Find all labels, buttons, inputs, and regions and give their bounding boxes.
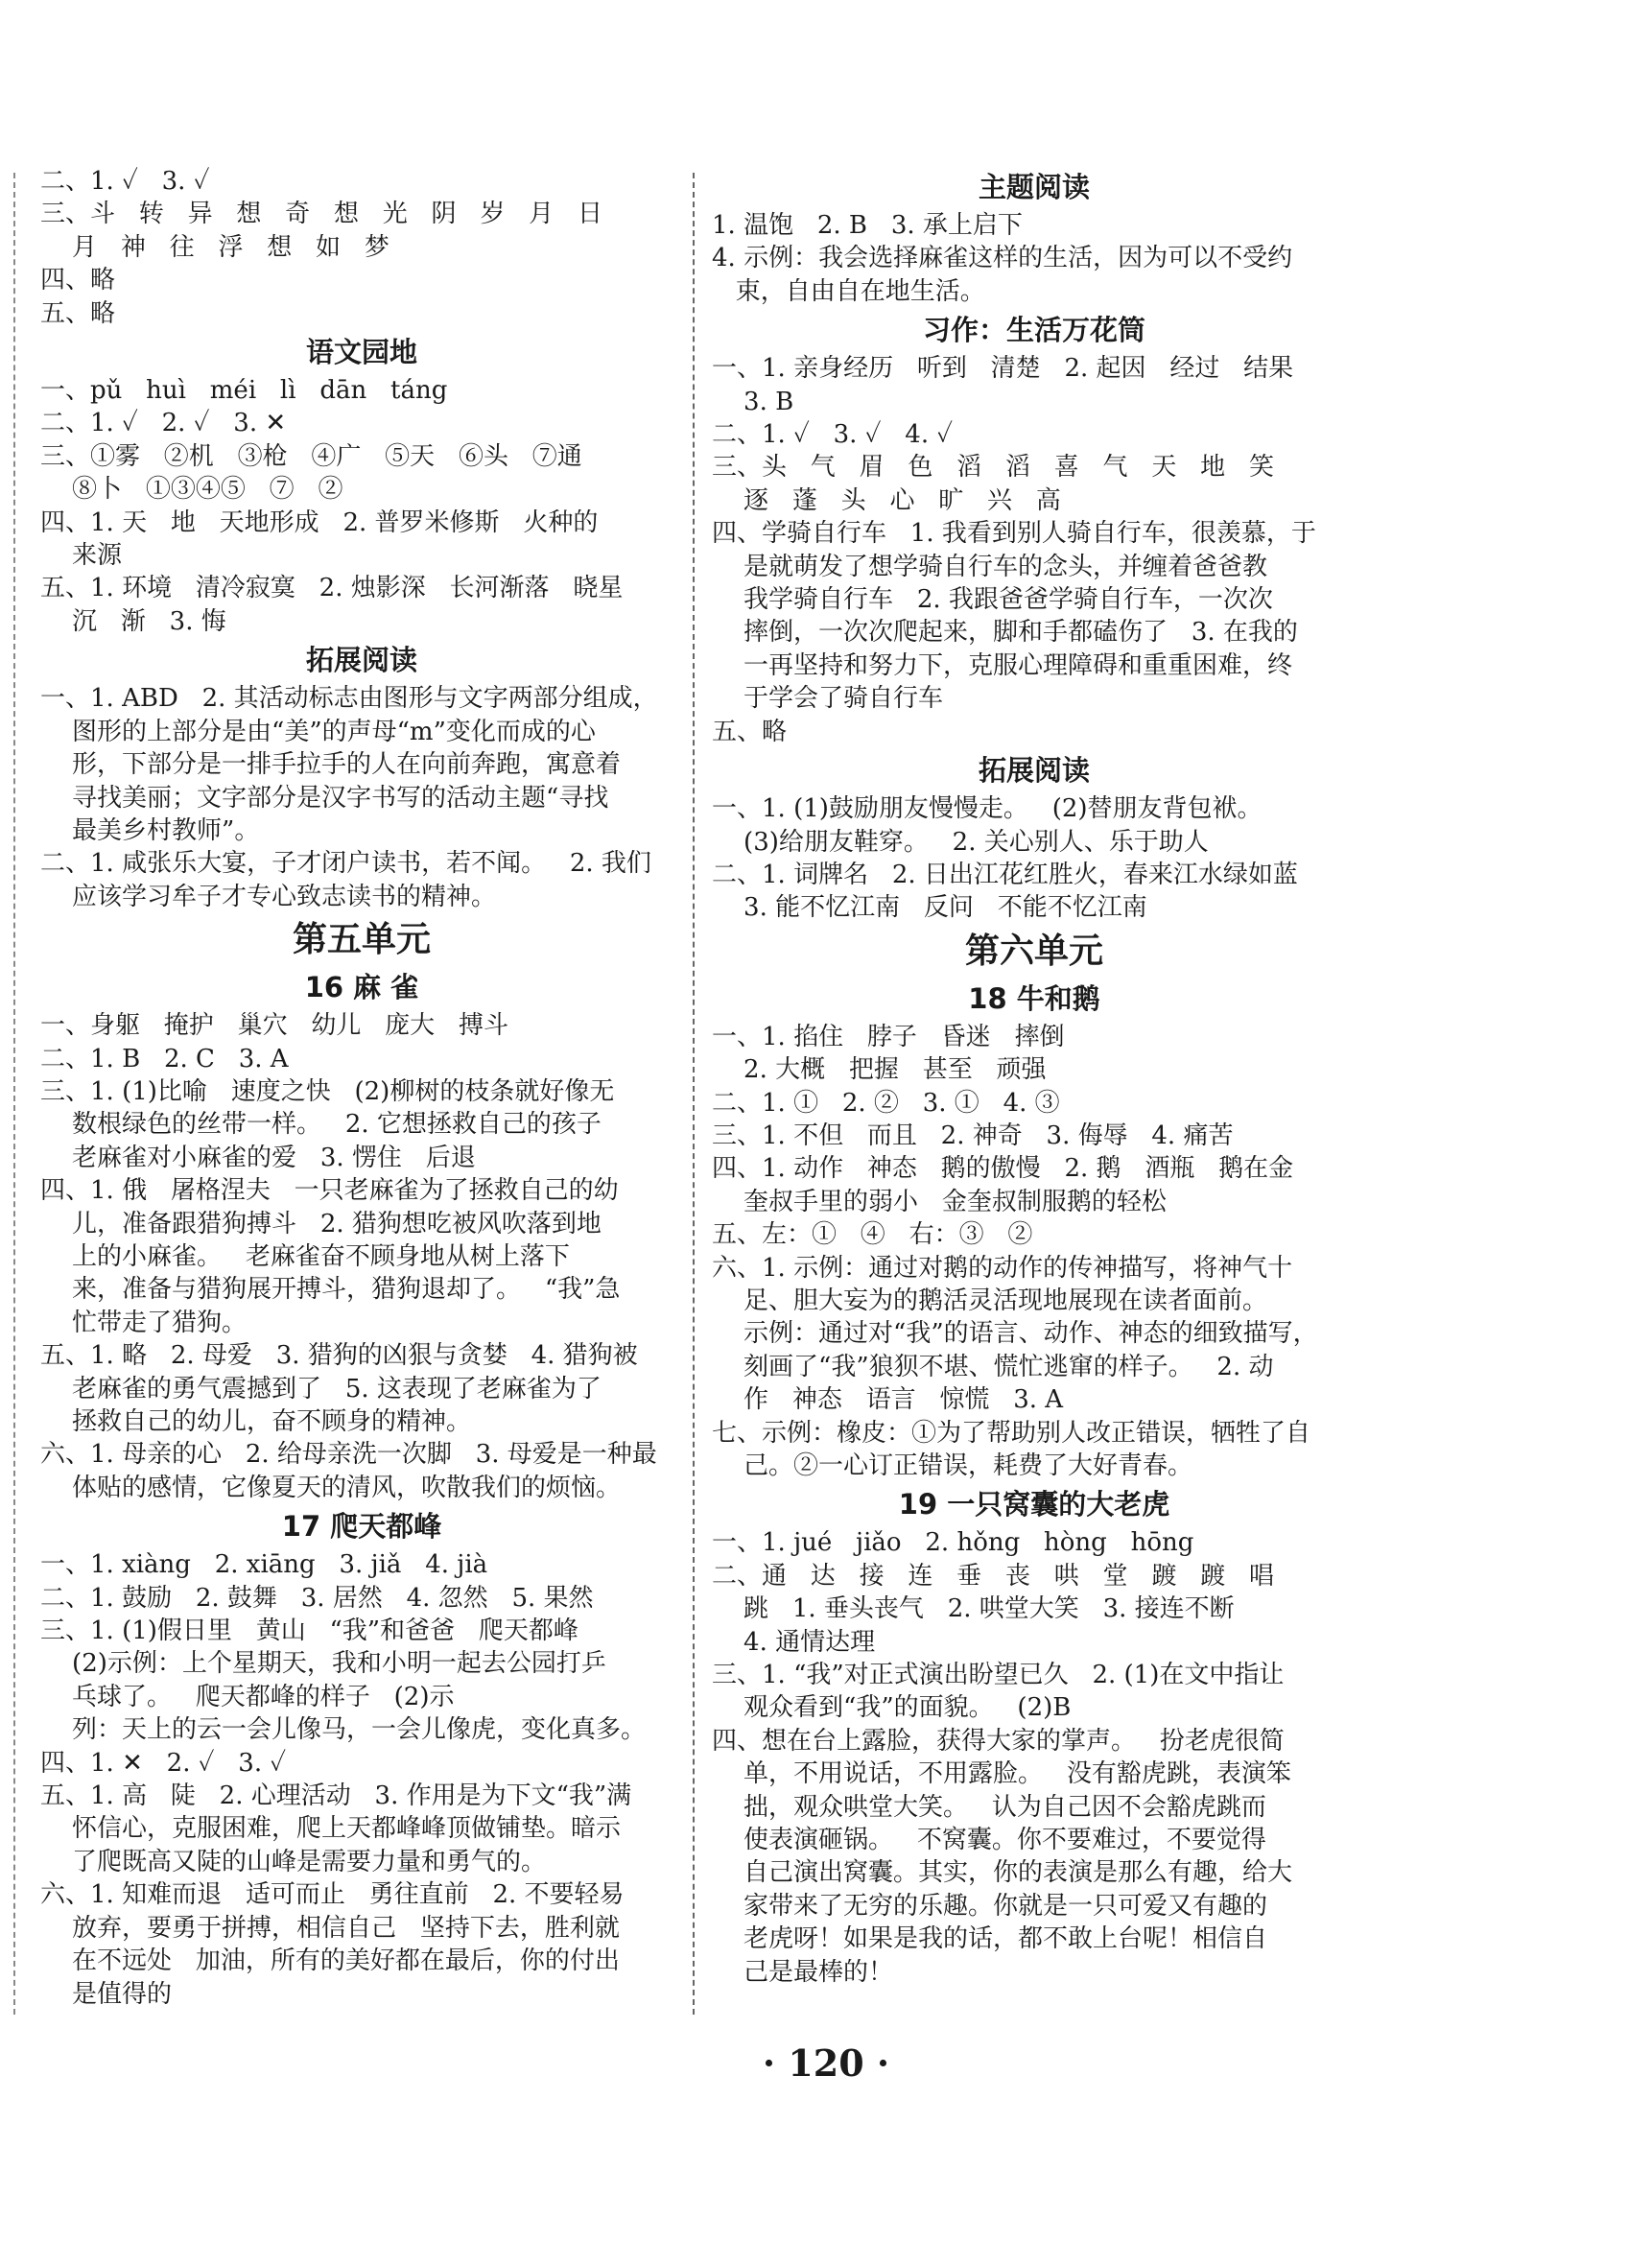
section-heading: 18 牛和鹅 [968,981,1100,1015]
answer-line: 家带来了无穷的乐趣。你就是一只可爱又有趣的 [712,1891,1268,1921]
answer-line: 五、1. 环境 清冷寂寞 2. 烛影深 长河渐落 晓星 [40,574,624,603]
answer-line: 形，下部分是一排手拉手的人在向前奔跑，寓意着 [40,750,622,780]
answer-line: 己是最棒的！ [712,1957,894,1987]
answer-line: 二、通 达 接 连 垂 丧 哄 堂 踱 踱 唱 [712,1561,1274,1591]
answer-line: 二、1. 鼓励 2. 鼓舞 3. 居然 4. 忽然 5. 果然 [40,1583,594,1613]
answer-line: 上的小麻雀。 老麻雀奋不顾身地从树上落下 [40,1241,570,1271]
answer-line: 五、略 [40,298,116,328]
answer-line: 六、1. 知难而退 适可而止 勇往直前 2. 不要轻易 [40,1880,625,1910]
answer-line: 三、1. (1)假日里 黄山 “我”和爸爸 爬天都峰 [40,1616,578,1646]
answer-line: 4. 示例：我会选择麻雀这样的生活，因为可以不受约 [712,244,1293,273]
answer-line: 四、想在台上露脸，获得大家的掌声。 扮老虎很简 [712,1726,1285,1756]
answer-line: 二、1. 咸张乐大宴，子才闭户读书，若不闻。 2. 我们 [40,849,651,879]
unit-heading: 第五单元 [292,919,431,960]
answer-line: (3)给朋友鞋穿。 2. 关心别人、乐于助人 [712,827,1209,857]
answer-line: 儿，准备跟猎狗搏斗 2. 猎狗想吃被风吹落到地 [40,1209,602,1238]
answer-line: 观众看到“我”的面貌。 (2)B [712,1693,1072,1723]
answer-line: 是值得的 [40,1979,173,2009]
answer-line: 一、1. (1)鼓励朋友慢慢走。 (2)替朋友背包袱。 [712,794,1263,824]
answer-line: 足、胆大妄为的鹅活灵活现地展现在读者面前。 [712,1286,1268,1315]
column-divider [693,173,695,2015]
answer-line: 四、略 [40,266,116,295]
answer-line: 五、1. 高 陡 2. 心理活动 3. 作用是为下文“我”满 [40,1781,632,1811]
answer-line: 1. 温饱 2. B 3. 承上启下 [712,211,1023,240]
answer-line: 是就萌发了想学骑自行车的念头，并缠着爸爸教 [712,552,1268,581]
answer-line: 刻画了“我”狼狈不堪、慌忙逃窜的样子。 2. 动 [712,1352,1274,1381]
answer-line: 己。②一心订正错误，耗费了大好青春。 [712,1451,1193,1480]
section-heading: 语文园地 [305,336,417,369]
answer-line: 老麻雀的勇气震撼到了 5. 这表现了老麻雀为了 [40,1374,602,1404]
left-column [40,165,683,2011]
section-heading: 习作：生活万花筒 [922,314,1145,347]
answer-line: 在不远处 加油，所有的美好都在最后，你的付出 [40,1946,620,1976]
answer-line: 四、1. ✕ 2. ✓ 3. ✓ [40,1748,287,1778]
answer-line: 二、1. ✓ 3. ✓ [40,167,210,196]
answer-line: 来，准备与猎狗展开搏斗，猎狗退却了。 “我”急 [40,1275,621,1305]
answer-line: 三、头 气 眉 色 滔 滔 喜 气 天 地 笑 [712,453,1274,483]
answer-line: 了爬既高又陡的山峰是需要力量和勇气的。 [40,1847,547,1876]
answer-line: 示例：通过对“我”的语言、动作、神态的细致描写， [712,1319,1318,1349]
answer-line: 三、①雾 ②机 ③枪 ④广 ⑤天 ⑥头 ⑦通 [40,441,582,471]
answer-line: 一、1. 掐住 脖子 昏迷 摔倒 [712,1022,1065,1051]
answer-line: 自己演出窝囊。其实，你的表演是那么有趣，给大 [712,1858,1293,1888]
answer-line: 三、1. (1)比喻 速度之快 (2)柳树的枝条就好像无 [40,1076,615,1106]
answer-line: 怀信心，克服困难，爬上天都峰峰顶做铺垫。暗示 [40,1814,622,1844]
answer-line: 月 神 往 浮 想 如 梦 [40,232,389,262]
answer-line: 3. 能不忆江南 反问 不能不忆江南 [712,893,1147,923]
answer-line: 使表演砸锅。 不窝囊。你不要难过，不要觉得 [712,1826,1266,1855]
answer-line: 四、学骑自行车 1. 我看到别人骑自行车，很羡慕，于 [712,519,1316,549]
section-heading: 拓展阅读 [978,754,1090,788]
answer-line: 最美乡村教师”。 [40,815,260,845]
section-heading: 19 一只窝囊的大老虎 [898,1488,1170,1522]
answer-line: 老虎呀！如果是我的话，都不敢上台呢！相信自 [712,1924,1268,1954]
answer-line: 三、1. 不但 而且 2. 神奇 3. 侮辱 4. 痛苦 [712,1120,1234,1150]
answer-line: 二、1. ① 2. ② 3. ① 4. ③ [712,1088,1060,1118]
answer-line: 一、1. ABD 2. 其活动标志由图形与文字两部分组成， [40,684,658,714]
answer-line: 应该学习牟子才专心致志读书的精神。 [40,882,497,911]
answer-line: 数根绿色的丝带一样。 2. 它想拯救自己的孩子 [40,1110,602,1140]
answer-line: 四、1. 俄 屠格涅夫 一只老麻雀为了拯救自己的幼 [40,1176,619,1206]
section-heading: 17 爬天都峰 [281,1510,442,1544]
section-heading: 主题阅读 [978,171,1090,203]
answer-line: 逐 蓬 头 心 旷 兴 高 [712,485,1061,515]
answer-line: 一、1. xiàng 2. xiāng 3. jiǎ 4. jià [40,1550,488,1580]
unit-heading: 第六单元 [964,930,1103,971]
answer-line: 四、1. 天 地 天地形成 2. 普罗米修斯 火种的 [40,507,599,537]
section-heading: 16 麻 雀 [304,971,419,1004]
answer-line: 跳 1. 垂头丧气 2. 哄堂大笑 3. 接连不断 [712,1594,1235,1624]
answer-line: 乓球了。 爬天都峰的样子 (2)示 [40,1682,455,1711]
answer-line: 来源 [40,541,123,571]
answer-line: 3. B [712,387,794,416]
answer-line: 一、1. 亲身经历 听到 清楚 2. 起因 经过 结果 [712,354,1294,384]
answer-line: 六、1. 母亲的心 2. 给母亲洗一次脚 3. 母爱是一种最 [40,1440,657,1470]
answer-line: 三、斗 转 异 想 奇 想 光 阴 岁 月 日 [40,200,602,229]
answer-line: 我学骑自行车 2. 我跟爸爸学骑自行车，一次次 [712,585,1273,615]
answer-line: 二、1. 词牌名 2. 日出江花红胜火，春来江水绿如蓝 [712,860,1298,889]
answer-line: 五、略 [712,717,788,746]
answer-line: 四、1. 动作 神态 鹅的傲慢 2. 鹅 酒瓶 鹅在金 [712,1154,1294,1184]
answer-line: 寻找美丽；文字部分是汉字书写的活动主题“寻找 [40,783,609,813]
section-heading: 拓展阅读 [305,644,417,677]
answer-line: 沉 渐 3. 悔 [40,606,226,636]
answer-line: 五、1. 略 2. 母爱 3. 猎狗的凶狠与贪婪 4. 猎狗被 [40,1341,638,1371]
answer-line: 放弃，要勇于拼搏，相信自己 坚持下去，胜利就 [40,1913,620,1943]
answer-line: 一、pǔ huì méi lì dān táng [40,376,448,406]
answer-line: 二、1. ✓ 2. ✓ 3. ✕ [40,409,287,438]
answer-line: 列：天上的云一会儿像马，一会儿像虎，变化真多。 [40,1715,647,1745]
answer-line: 单，不用说话，不用露脸。 没有豁虎跳，表演笨 [712,1759,1291,1789]
answer-line: ⑧卜 ①③④⑤ ⑦ ② [40,475,343,505]
answer-line: 五、左：① ④ 右：③ ② [712,1220,1033,1250]
answer-line: 三、1. “我”对正式演出盼望已久 2. (1)在文中指让 [712,1661,1285,1690]
answer-line: 体贴的感情，它像夏天的清风，吹散我们的烦恼。 [40,1473,622,1502]
answer-line: 4. 通情达理 [712,1627,876,1657]
answer-line: 奎叔手里的弱小 金奎叔制服鹅的轻松 [712,1187,1167,1216]
answer-line: 拯救自己的幼儿，奋不顾身的精神。 [40,1407,472,1436]
page-number: · 120 · [762,2041,890,2085]
answer-line: 拙，观众哄堂大笑。 认为自己因不会豁虎跳而 [712,1792,1266,1822]
answer-line: 二、1. B 2. C 3. A [40,1044,289,1073]
answer-line: 二、1. ✓ 3. ✓ 4. ✓ [712,420,954,450]
answer-line: 摔倒，一次次爬起来，脚和手都磕伤了 3. 在我的 [712,618,1298,648]
answer-line: 一、身躯 掩护 巢穴 幼儿 庞大 搏斗 [40,1011,508,1041]
answer-line: 七、示例：橡皮：①为了帮助别人改正错误，牺牲了自 [712,1418,1311,1448]
answer-line: 束，自由自在地生活。 [712,276,985,306]
answer-line: 图形的上部分是由“美”的声母“m”变化而成的心 [40,717,596,746]
answer-line: 一再坚持和努力下，克服心理障碍和重重困难，终 [712,650,1293,680]
answer-line: 老麻雀对小麻雀的爱 3. 愣住 后退 [40,1143,476,1172]
right-column [712,165,1357,1989]
answer-line: 作 神态 语言 惊慌 3. A [712,1385,1064,1415]
answer-line: 六、1. 示例：通过对鹅的动作的传神描写，将神气十 [712,1253,1293,1283]
answer-line: 于学会了骑自行车 [712,684,944,714]
answer-line: 一、1. jué jiǎo 2. hǒng hòng hōng [712,1528,1194,1558]
answer-line: (2)示例：上个星期天，我和小明一起去公园打乒 [40,1649,606,1679]
answer-line: 忙带走了猎狗。 [40,1308,248,1337]
left-margin-rule [13,173,15,2015]
answer-line: 2. 大概 把握 甚至 顽强 [712,1055,1047,1085]
